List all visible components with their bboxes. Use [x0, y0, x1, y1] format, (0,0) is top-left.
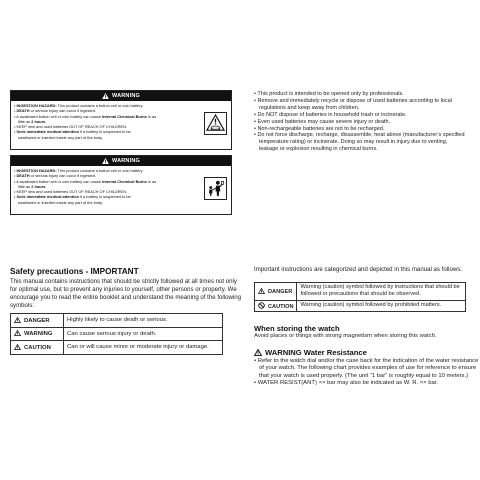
level-label: WARNING [24, 331, 53, 338]
safety-paragraph: This manual contains instructions that should be strictly followed at all times not only for optimal use, but to prevent any injuries to yourself, other persons or property. We encourage you to read the entire booklet and understand the meaning of the following symbols: [10, 278, 242, 310]
table-row [11, 327, 223, 341]
storing-title: When storing the watch [254, 324, 340, 333]
warning-line: • A swallowed button cell or coin battery can cause Internal Chemical Burns in as [14, 178, 157, 184]
level-description: Can or will cause minor or moderate injury or damage. [64, 341, 223, 355]
level-label: CAUTION [24, 344, 51, 351]
warning-triangle-icon [14, 330, 21, 336]
warning-box-battery [10, 90, 232, 150]
water-resistance-line: that your watch is used properly. (The unit “1 bar” is roughly equal to 10 meters.) [259, 372, 469, 379]
warning-triangle-icon [102, 158, 109, 164]
warning-line: • A swallowed button cell or coin battery can cause Internal Chemical Burns in as [14, 113, 157, 119]
instruction-symbols-table [254, 282, 466, 312]
warning-box-children [10, 155, 232, 215]
table-row [11, 314, 223, 328]
battery-note: temperature rating) or incinerate. Doing so may result in injury due to venting, [259, 139, 448, 146]
warning-triangle-icon [254, 349, 262, 356]
battery-note: • Non-rechargeable batteries are not to be recharged. [254, 125, 385, 132]
water-resistance-list [254, 358, 478, 388]
battery-note: • Do not force discharge, recharge, disassemble, heat above (manufacturer’s specified [254, 132, 465, 139]
battery-coin-cell-icon [204, 112, 227, 135]
warning-line: swallowed or inserted inside any part of the body. [18, 134, 103, 140]
warning-heading: WARNING [112, 93, 140, 99]
warning-heading: WARNING [112, 158, 140, 164]
safety-title: Safety precautions - IMPORTANT [10, 267, 139, 276]
warning-header [11, 91, 231, 101]
warning-line: • Seek immediate medical attention if a battery is suspected to be [14, 129, 131, 135]
warning-triangle-icon [102, 93, 109, 99]
level-label: DANGER [24, 317, 50, 324]
warning-list [11, 166, 202, 207]
symbol-description: Warning (caution) symbol followed by instructions that should be followed or precautions that should be observed. [297, 283, 466, 301]
warning-line: • INGESTION HAZARD: This product contains a button cell or coin battery. [14, 168, 144, 173]
warning-line: little as 2 hours. [18, 118, 47, 124]
warning-line: • DEATH or serious injury can occur if ingested. [14, 108, 96, 114]
warning-line: little as 2 hours. [18, 183, 47, 189]
warning-header [11, 156, 231, 166]
battery-notes-list [254, 91, 472, 153]
symbol-label: DANGER [268, 288, 293, 295]
warning-triangle-icon [14, 317, 21, 323]
symbol-label: CAUTION [268, 303, 294, 310]
water-resistance-title: WARNING Water Resistance [254, 348, 367, 357]
hazard-levels-table [10, 313, 223, 355]
warning-line: • INGESTION HAZARD: This product contains a button cell or coin battery. [14, 103, 144, 108]
battery-note: • Remove and immediately recycle or dispose of used batteries according to local [254, 97, 452, 104]
table-row [255, 283, 466, 301]
water-resistance-line: of your watch. The following chart provides examples of use for reference to ensure [259, 365, 477, 372]
level-description: Can cause serious injury or death. [64, 327, 223, 341]
warning-line: • Seek immediate medical attention if a battery is suspected to be [14, 194, 131, 200]
battery-note: • Do NOT dispose of batteries in household trash or incinerate. [254, 111, 407, 118]
battery-note: • Even used batteries may cause severe injury or death. [254, 118, 391, 125]
warning-line: • DEATH or serious injury can occur if ingested. [14, 173, 96, 179]
battery-note: • This product is intended to be opened only by professionals. [254, 91, 404, 97]
prohibited-icon [258, 302, 265, 309]
table-row [11, 341, 223, 355]
warning-line: swallowed or inserted inside any part of the body. [18, 199, 103, 205]
water-resistance-line: • WATER RESIST(ANT) ×× bar may also be indicated as W. R. ×× bar. [254, 380, 439, 387]
storing-text: Avoid places or things with strong magnetism when storing this watch. [254, 333, 437, 339]
keep-away-from-children-icon [204, 177, 227, 200]
warning-triangle-icon [258, 288, 265, 294]
water-resistance-line: • Refer to the watch dial and/or the case back for the indication of the water resistance [254, 358, 479, 364]
symbol-description: Warning (caution) symbol followed by prohibited matters. [297, 300, 466, 311]
level-description: Highly likely to cause death or serious. [64, 314, 223, 328]
warning-line: • KEEP new and used batteries OUT OF REACH OF CHILDREN. [14, 124, 128, 130]
battery-note: leakage or explosion resulting in chemical burns. [259, 146, 378, 153]
warning-line: • KEEP new and used batteries OUT OF REACH OF CHILDREN. [14, 189, 128, 195]
battery-note: regulations and keep away from children. [259, 104, 360, 111]
table-row [255, 300, 466, 311]
instructions-intro: Important instructions are categorized and depicted in this manual as follows: [254, 266, 462, 273]
warning-list [11, 101, 202, 142]
warning-triangle-icon [14, 344, 21, 350]
